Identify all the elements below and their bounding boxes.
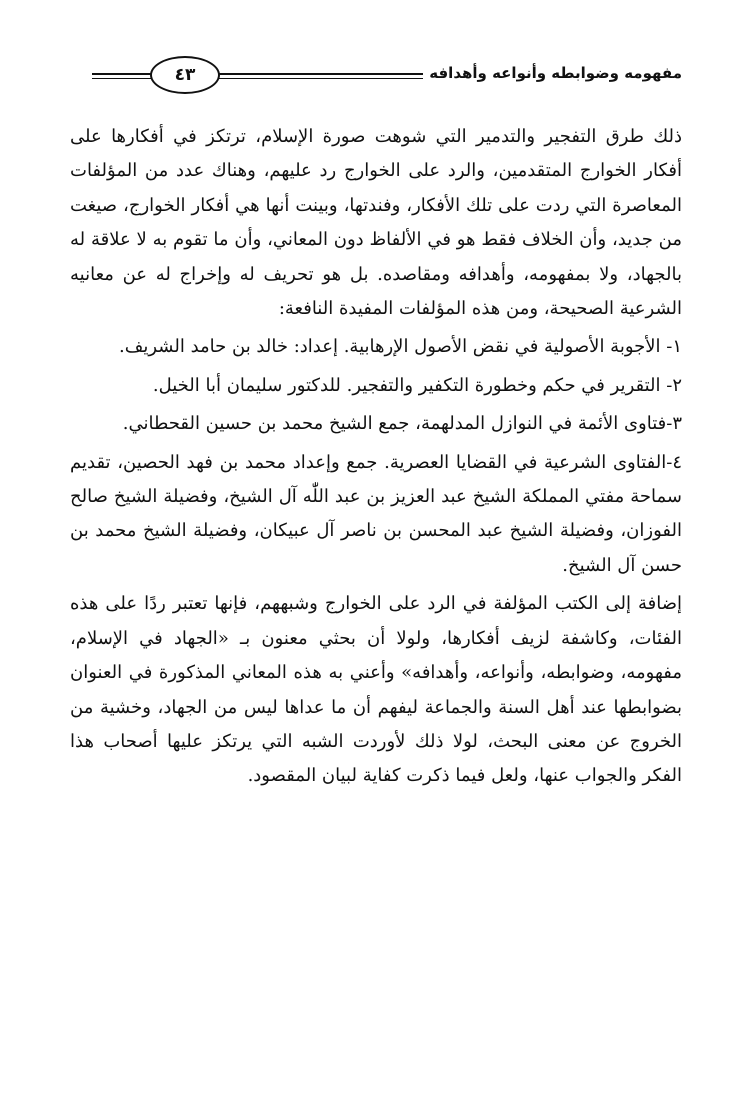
list-item-2: ٢- التقرير في حكم وخطورة التكفير والتفجير. للدكتور سليمان أبا الخيل. — [152, 374, 682, 396]
paragraph-conclusion: إضافة إلى الكتب المؤلفة في الرد على الخوارج وشبههم، فإنها تعتبر ردًا على هذه الفئات، وكاشفة لزيف أفكارها، ولولا أن بحثي معنون بـ «الجهاد في الإسلام، مفهومه، وضوابطه، وأنواعه، وأهدافه» وأعني به هذه المعاني المذكورة في العنوان بضوابطها عند أهل السنة والجماعة ليفهم أن ما عداها ليس من الجهاد، وخشية من الخروج عن معنى البحث، لولا ذلك لأوردت الشبه التي يرتكز عليها أصحاب هذا الفكر والجواب عنها، ولعل فيما ذكرت كفاية لبيان المقصود. — [70, 593, 682, 787]
running-header-title: مفهومه وضوابطه وأنواعه وأهدافه — [423, 62, 682, 84]
body-text — [70, 120, 682, 794]
list-item-3: ٣-فتاوى الأئمة في النوازل المدلهمة، جمع الشيخ محمد بن حسين القحطاني. — [122, 413, 682, 435]
list-item-1: ١- الأجوبة الأصولية في نقض الأصول الإرهابية. إعداد: خالد بن حامد الشريف. — [119, 336, 682, 358]
page-number: ٤٣ — [150, 56, 220, 94]
running-header — [92, 52, 682, 98]
paragraph-intro: ذلك طرق التفجير والتدمير التي شوهت صورة الإسلام، ترتكز في أفكارها على أفكار الخوارج المتقدمين، والرد على الخوارج رد عليهم، وهناك عدد من المؤلفات المعاصرة التي ردت على تلك الأفكار، وفندتها، وبينت أنها هي أفكار الخوارج، صيغت من جديد، وأن الخلاف فقط هو في الألفاظ دون المعاني، وأن ما تقوم به لا علاقة له بالجهاد، ولا بمفهومه، وأهدافه ومقاصده. بل هو تحريف له وإخراج له عن معانيه الشرعية الصحيحة، ومن هذه المؤلفات المفيدة النافعة: — [70, 126, 682, 320]
list-item-4: ٤-الفتاوى الشرعية في القضايا العصرية. جمع وإعداد محمد بن فهد الحصين، تقديم سماحة مفتي المملكة الشيخ عبد العزيز بن عبد اللّٰه آل الشيخ، وفضيلة الشيخ صالح الفوزان، وفضيلة الشيخ عبد المحسن بن ناصر آل عبيكان، وفضيلة الشيخ محمد بن حسن آل الشيخ. — [70, 451, 682, 576]
